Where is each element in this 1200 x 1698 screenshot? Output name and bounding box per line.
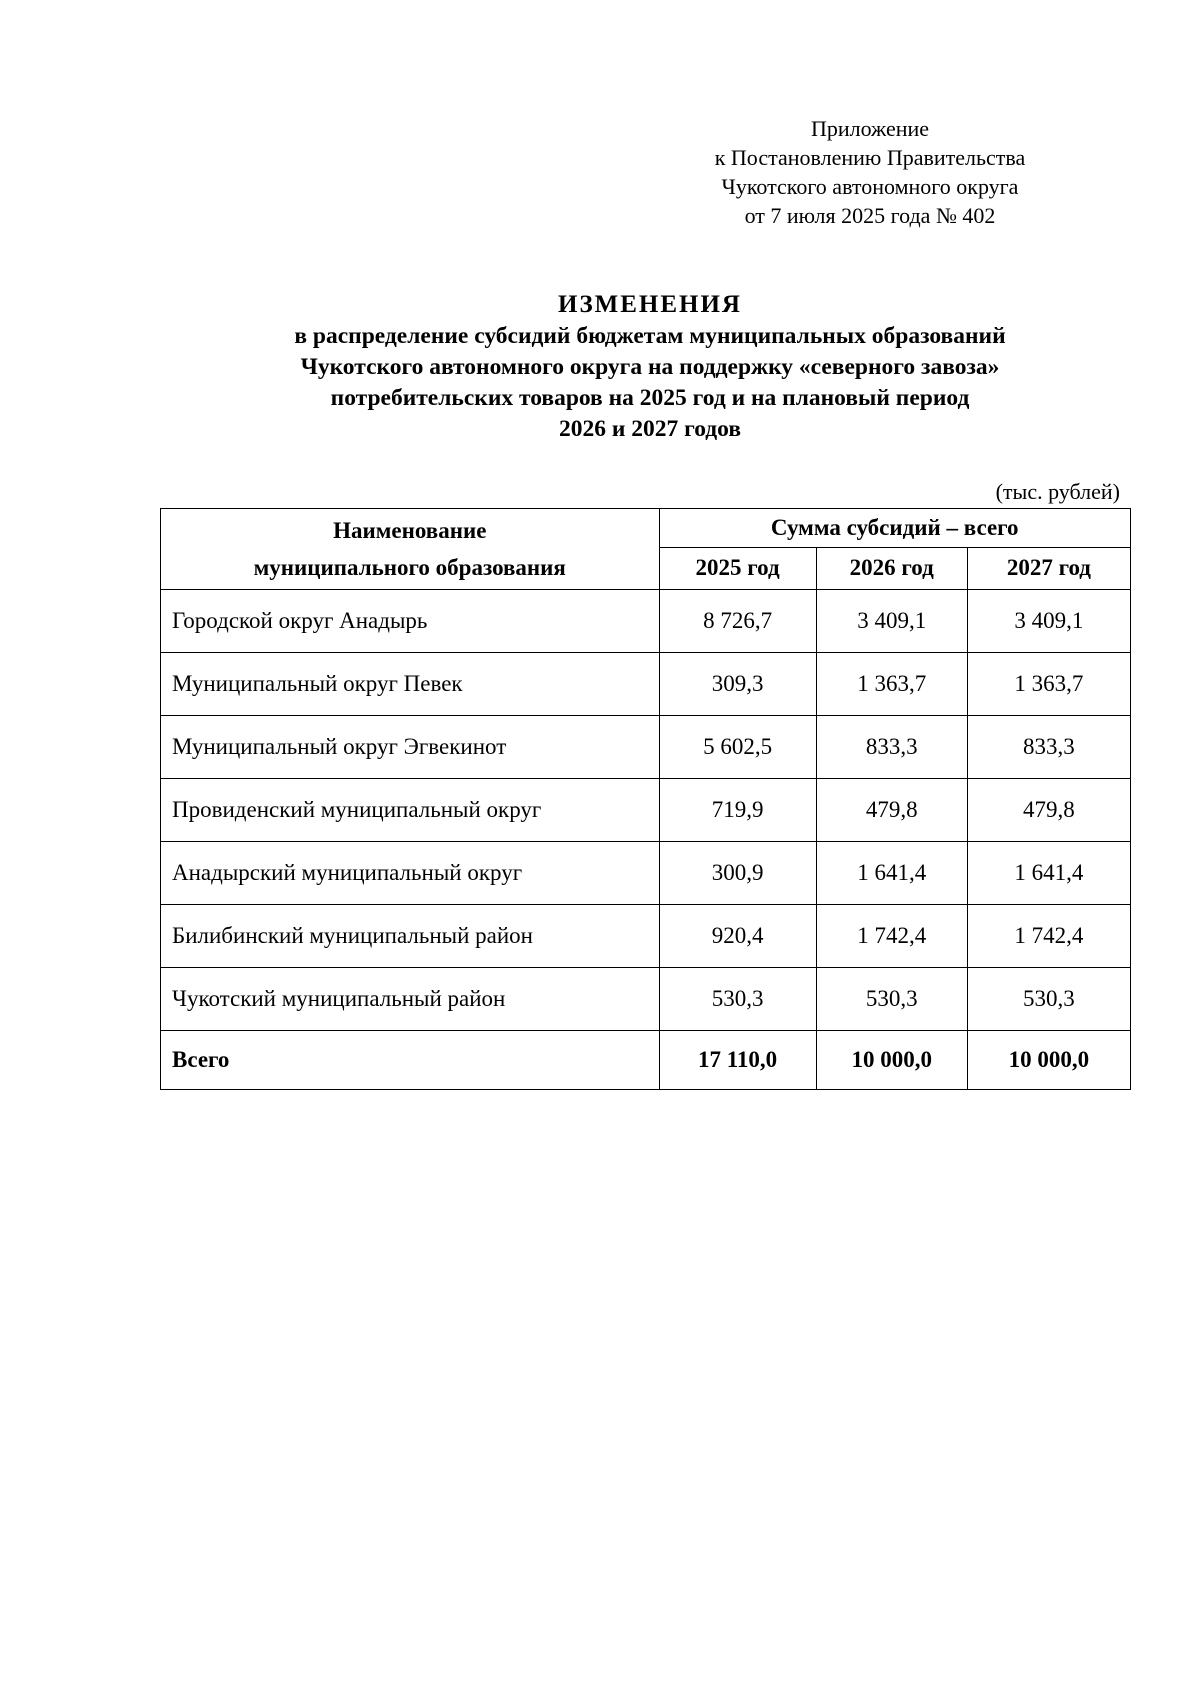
value-2025: 719,9 <box>659 779 816 842</box>
document-subtitle-line: в распределение субсидий бюджетам муниципальных образований <box>294 323 1006 349</box>
value-2026: 833,3 <box>816 716 967 779</box>
value-2026: 479,8 <box>816 779 967 842</box>
header-municipality-line1: Наименование <box>333 518 487 543</box>
value-2025: 920,4 <box>659 905 816 968</box>
value-2026: 1 641,4 <box>816 842 967 905</box>
appendix-line: Чукотского автономного округа <box>721 174 1019 199</box>
municipality-name: Билибинский муниципальный район <box>161 905 660 968</box>
total-2025: 17 110,0 <box>659 1031 816 1090</box>
table-row <box>161 779 1131 842</box>
table-row <box>161 905 1131 968</box>
municipality-name: Муниципальный округ Певек <box>161 653 660 716</box>
appendix-line: к Постановлению Правительства <box>714 145 1026 170</box>
municipality-name: Провиденский муниципальный округ <box>161 779 660 842</box>
header-subsidy-total: Сумма субсидий – всего <box>659 509 1131 548</box>
table-total-row <box>161 1031 1131 1090</box>
total-2026: 10 000,0 <box>816 1031 967 1090</box>
value-2027: 530,3 <box>967 968 1130 1031</box>
total-2027: 10 000,0 <box>967 1031 1130 1090</box>
header-year-2027: 2027 год <box>967 547 1130 589</box>
document-subtitle-line: 2026 и 2027 годов <box>558 416 742 442</box>
header-year-2026: 2026 год <box>816 547 967 589</box>
header-municipality <box>161 509 660 590</box>
value-2025: 5 602,5 <box>659 716 816 779</box>
value-2026: 530,3 <box>816 968 967 1031</box>
document-title-block <box>160 289 1140 445</box>
value-2025: 309,3 <box>659 653 816 716</box>
table-row <box>161 653 1131 716</box>
header-year-2025: 2025 год <box>659 547 816 589</box>
value-2025: 8 726,7 <box>659 590 816 653</box>
total-label: Всего <box>161 1031 660 1090</box>
value-2027: 1 363,7 <box>967 653 1130 716</box>
appendix-line: от 7 июля 2025 года № 402 <box>744 203 996 228</box>
municipality-name: Городской округ Анадырь <box>161 590 660 653</box>
document-heading: ИЗМЕНЕНИЯ <box>558 291 742 318</box>
document-subtitle-line: Чукотского автономного округа на поддержку «северного завоза» <box>300 354 1000 380</box>
municipality-name: Муниципальный округ Эгвекинот <box>161 716 660 779</box>
header-municipality-line2: муниципального образования <box>253 555 566 580</box>
document-subtitle-line: потребительских товаров на 2025 год и на плановый период <box>330 385 970 411</box>
value-2027: 1 742,4 <box>967 905 1130 968</box>
appendix-block <box>690 114 1050 230</box>
subsidies-table <box>160 508 1131 1090</box>
appendix-line: Приложение <box>810 116 930 141</box>
units-note: (тыс. рублей) <box>995 479 1120 504</box>
table-row <box>161 590 1131 653</box>
value-2027: 1 641,4 <box>967 842 1130 905</box>
table-row <box>161 842 1131 905</box>
table-row <box>161 968 1131 1031</box>
municipality-name: Чукотский муниципальный район <box>161 968 660 1031</box>
value-2026: 1 363,7 <box>816 653 967 716</box>
value-2027: 3 409,1 <box>967 590 1130 653</box>
value-2027: 479,8 <box>967 779 1130 842</box>
table-row <box>161 716 1131 779</box>
value-2025: 530,3 <box>659 968 816 1031</box>
value-2026: 3 409,1 <box>816 590 967 653</box>
municipality-name: Анадырский муниципальный округ <box>161 842 660 905</box>
value-2027: 833,3 <box>967 716 1130 779</box>
value-2025: 300,9 <box>659 842 816 905</box>
value-2026: 1 742,4 <box>816 905 967 968</box>
